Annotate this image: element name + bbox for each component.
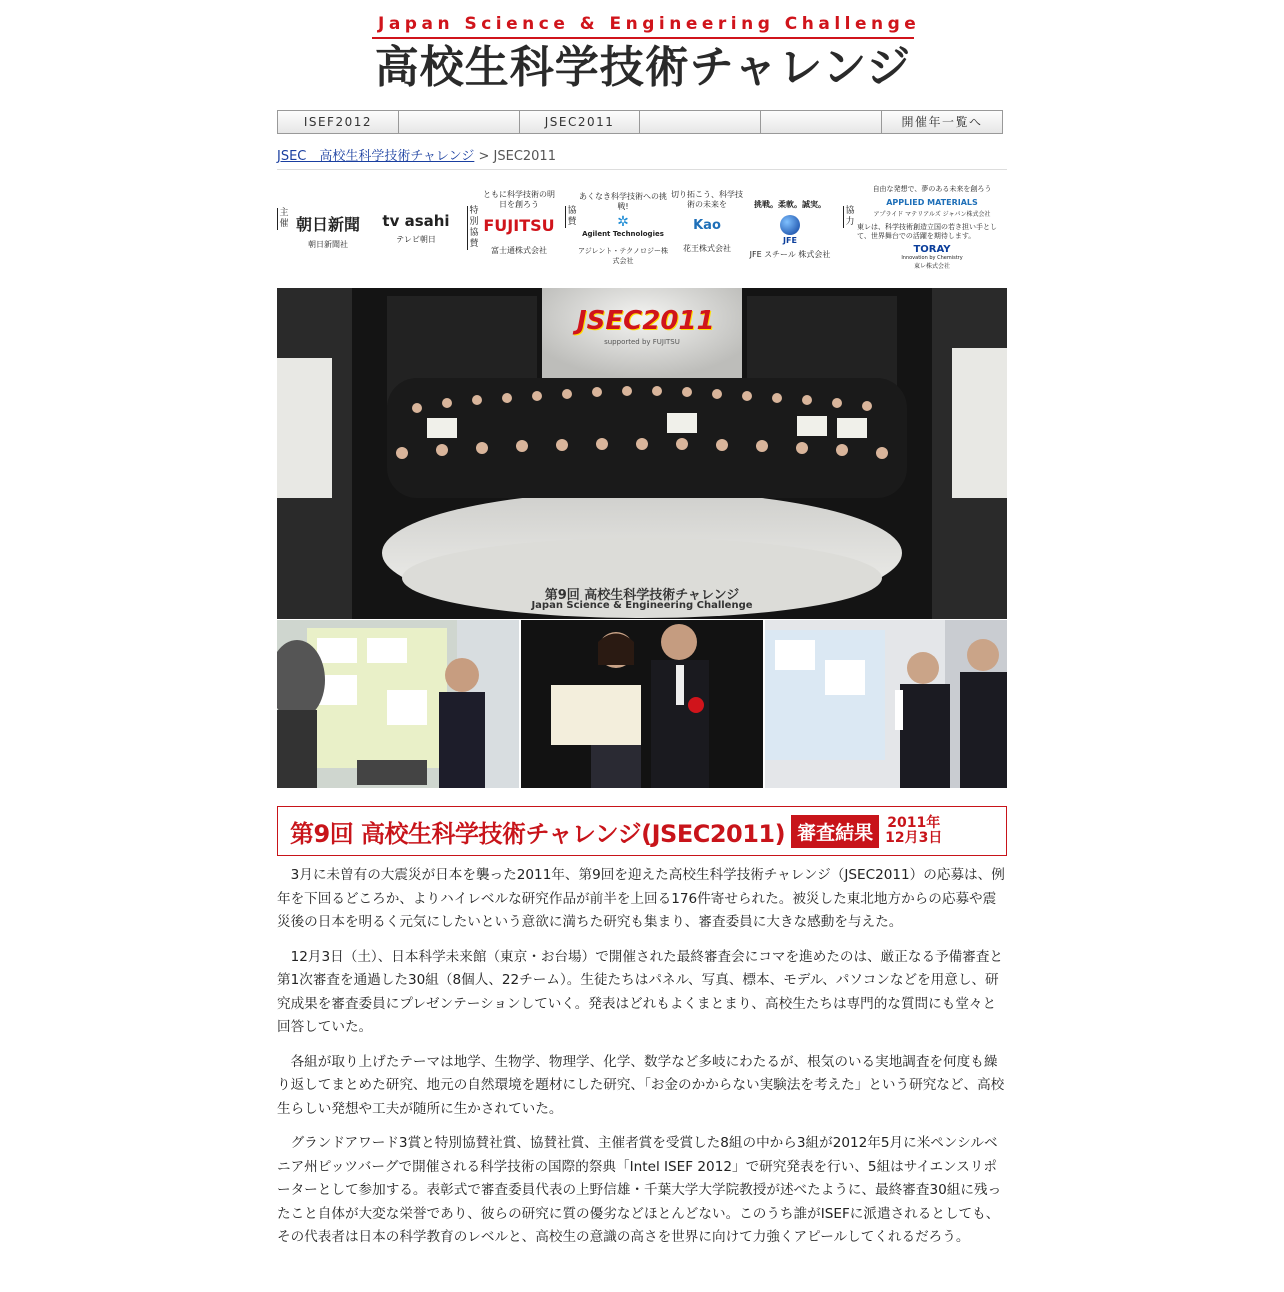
site-logo-japanese: 高校生科学技術チャレンジ (374, 42, 912, 93)
sponsor-strip (277, 180, 1007, 280)
jfe-caption: 挑戦。柔軟。誠実。 (754, 200, 826, 209)
toray-name: 東レ株式会社 (913, 263, 950, 270)
jfe-globe-icon (780, 215, 800, 235)
sponsor-applied-toray[interactable] (857, 184, 1007, 270)
toray-logo: TORAY (913, 244, 951, 255)
jfe-logo: JFE (783, 236, 797, 245)
screen-logo-text: JSEC2011 (577, 306, 715, 336)
results-badge: 審査結果 (791, 815, 879, 848)
applied-logo: APPLIED MATERIALS (886, 198, 978, 207)
tvasahi-name: テレビ朝日 (396, 235, 436, 244)
sponsor-asahi[interactable] (291, 212, 365, 250)
sponsor-fujitsu[interactable] (481, 190, 557, 256)
agilent-spark-icon: ✲ (617, 214, 629, 230)
top-navigation (277, 110, 1003, 134)
judge-interview-photo (765, 620, 1007, 788)
article-paragraph-3: 各組が取り上げたテーマは地学、生物学、物理学、化学、数学など多岐にわたるが、根気のいる実地調査を何度も繰り返してまとめた研究、地元の自然環境を題材にした研究、「お金のかからない実験法を考えた」という研究など、高校生らしい発想や工夫が随所に生かされていた。 (277, 1053, 1005, 1117)
nav-empty-3 (761, 111, 882, 133)
breadcrumb (277, 145, 1007, 170)
agilent-logo: Agilent Technologies (582, 230, 664, 238)
breadcrumb-home-link[interactable]: JSEC 高校生科学技術チャレンジ (277, 149, 475, 164)
article-body (277, 864, 1007, 1261)
jfe-name: JFE スチール 株式会社 (749, 250, 831, 259)
article-paragraph-4: グランドアワード3賞と特別協賛社賞、協賛社賞、主催者賞を受賞した8組の中から3組が2012年5月に米ペンシルベニア州ピッツバーグで開催される科学技術の国際的祭典「Intel ISEF 2012」で研究発表を行い、5組はサイエンスリポーターとして参加する。表彰式で審査委員代表の上野信雄・千葉大学大学院教授が述べたように、最終審査30組に残ったこと自体が大変な栄誉であり、彼らの研究に質の優劣などほとんどない。このうち誰がISEFに派遣されるとしても、その代表者は日本の科学教育のレベルと、高校生の意識の高さを世界に向けて力強くアピールしてくれるだろう。 (277, 1135, 1002, 1245)
fujitsu-logo: FUJITSU (483, 216, 555, 235)
sponsor-jfe[interactable] (747, 200, 833, 260)
kao-name: 花王株式会社 (683, 244, 731, 253)
support-label: 協賛 (565, 206, 577, 228)
results-date-year: 2011年 (887, 815, 941, 831)
sponsor-kao[interactable] (669, 190, 745, 254)
agilent-caption: あくなき科学技術への挑戦! (579, 192, 667, 211)
article-paragraph-1: 3月に未曽有の大震災が日本を襲った2011年、第9回を迎えた高校生科学技術チャレンジ（JSEC2011）の応募は、例年を下回るどころか、よりハイレベルな研究作品が前半を上回る176件寄せられた。被災した東北地方からの応募や震災後の日本を明るく元気にしたいという意欲に満ちた研究も集まり、審査委員に大きな感動を与えた。 (277, 867, 1005, 930)
results-date (885, 816, 942, 846)
fujitsu-name: 富士通株式会社 (491, 246, 547, 255)
award-ceremony-group-photo (277, 288, 1007, 619)
organizer-label: 主催 (277, 208, 289, 230)
sub-photo-row (277, 620, 1007, 788)
toray-caption: 東レは、科学技術創造立国の若き担い手として、世界舞台での活躍を期待します。 (857, 223, 997, 240)
kao-caption: 切り拓こう、科学技術の未来を (671, 190, 743, 209)
toray-tagline: Innovation by Chemistry (901, 255, 963, 261)
breadcrumb-current: JSEC2011 (493, 149, 556, 164)
nav-isef2012[interactable]: ISEF2012 (278, 111, 399, 133)
nav-empty-2 (640, 111, 761, 133)
results-title-banner (277, 806, 1007, 856)
award-certificate-photo (521, 620, 763, 788)
applied-name: アプライド マテリアルズ ジャパン株式会社 (873, 211, 991, 218)
tvasahi-logo: tv asahi (382, 212, 450, 230)
breadcrumb-separator: > (474, 149, 494, 164)
screen-supported-text: supported by FUJITSU (604, 338, 680, 346)
site-logo-english: Japan Science & Engineering Challenge (378, 14, 921, 34)
stage-title-text: 第9回 高校生科学技術チャレンジ (544, 588, 740, 603)
kao-logo: Kao (693, 218, 721, 233)
article-paragraph-2: 12月3日（土）、日本科学未来館（東京・お台場）で開催された最終審査会にコマを進めたのは、厳正なる予備審査と第1次審査を通過した30組（8個人、22チーム）。生徒たちはパネル、写真、標本、モデル、パソコンなどを用意し、研究成果を審査委員にプレゼンテーションしていく。発表はどれもよくまとまり、高校生たちは専門的な質問にも堂々と回答していた。 (277, 948, 1004, 1035)
results-title: 第9回 高校生科学技術チャレンジ(JSEC2011) (290, 819, 786, 848)
special-label: 特別協賛 (467, 206, 479, 250)
stage-title-english: Japan Science & Engineering Challenge (531, 600, 753, 611)
nav-jsec2011[interactable]: JSEC2011 (520, 111, 641, 133)
asahi-name: 朝日新聞社 (308, 240, 348, 249)
applied-caption: 自由な発想で、夢のある未来を創ろう (872, 185, 992, 193)
sponsor-tvasahi[interactable] (373, 212, 459, 245)
logo-divider (372, 37, 914, 39)
sponsor-agilent[interactable] (577, 192, 669, 266)
asahi-logo: 朝日新聞 (295, 215, 360, 234)
nav-empty-1 (399, 111, 520, 133)
results-date-day: 12月3日 (885, 830, 943, 846)
poster-presentation-photo (277, 620, 519, 788)
fujitsu-caption: ともに科学技術の明日を創ろう (483, 190, 555, 209)
nav-year-list[interactable]: 開催年一覧へ (901, 115, 983, 129)
agilent-name: アジレント・テクノロジー株式会社 (578, 247, 668, 265)
cooperation-label: 協力 (843, 206, 855, 228)
